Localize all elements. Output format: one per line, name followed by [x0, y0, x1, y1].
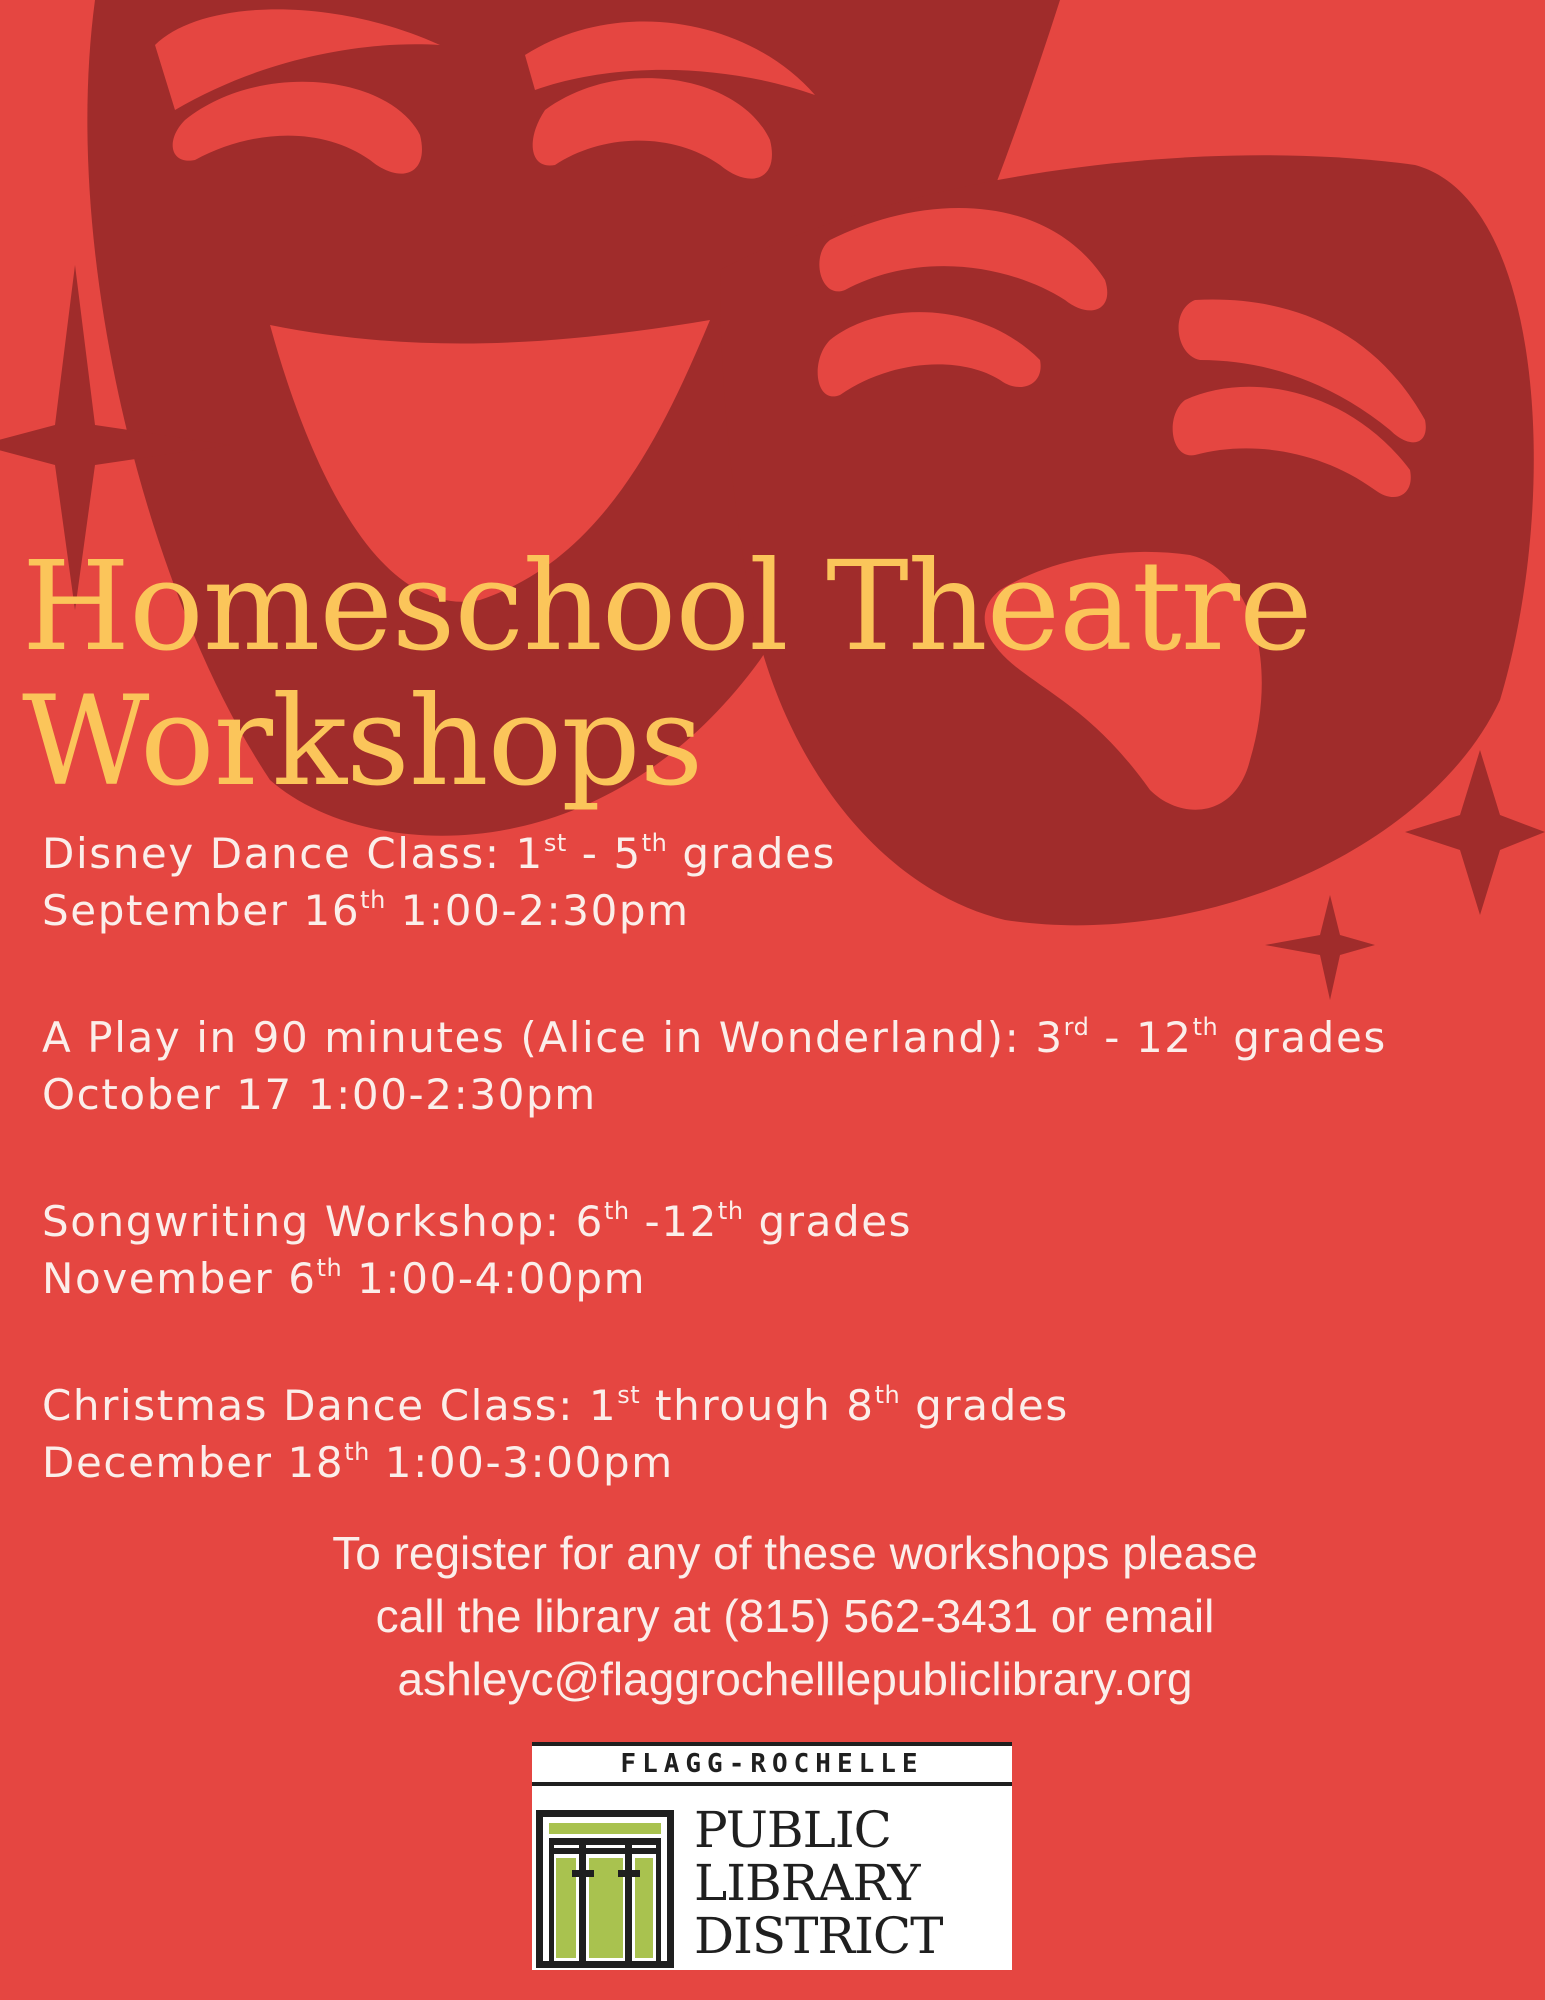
registration-line: To register for any of these workshops please	[332, 1527, 1258, 1579]
workshop-item	[42, 1193, 1522, 1307]
workshop-title: Songwriting Workshop: 6th -12th grades	[42, 1197, 913, 1246]
logo-wordmark	[694, 1801, 943, 1965]
workshop-list	[42, 825, 1522, 1491]
logo-line-3: DISTRICT	[694, 1907, 943, 1965]
workshop-title: Christmas Dance Class: 1st through 8th grades	[42, 1381, 1069, 1430]
workshop-item	[42, 1377, 1522, 1491]
registration-phone-line: call the library at (815) 562-3431 or email	[375, 1590, 1215, 1642]
library-logo	[532, 1742, 1012, 1970]
workshop-title: A Play in 90 minutes (Alice in Wonderland): 3rd - 12th grades	[42, 1013, 1387, 1062]
workshop-date: December 18th 1:00-3:00pm	[42, 1438, 674, 1487]
logo-top-banner: FLAGG-ROCHELLE	[532, 1742, 1012, 1786]
page-title	[22, 535, 1312, 814]
registration-email: ashleyc@flaggrochelllepubliclibrary.org	[397, 1653, 1193, 1705]
registration-info	[0, 1522, 1545, 1711]
library-building-icon	[532, 1808, 678, 1970]
workshop-item	[42, 825, 1522, 939]
title-line-2: Workshops	[22, 670, 703, 814]
title-line-1: Homeschool Theatre	[22, 535, 1312, 679]
logo-line-1: PUBLIC	[694, 1801, 891, 1859]
workshop-title: Disney Dance Class: 1st - 5th grades	[42, 829, 836, 878]
workshop-date: November 6th 1:00-4:00pm	[42, 1254, 647, 1303]
workshop-item	[42, 1009, 1522, 1123]
logo-line-2: LIBRARY	[694, 1854, 920, 1912]
workshop-date: September 16th 1:00-2:30pm	[42, 886, 690, 935]
workshop-date: October 17 1:00-2:30pm	[42, 1070, 597, 1119]
